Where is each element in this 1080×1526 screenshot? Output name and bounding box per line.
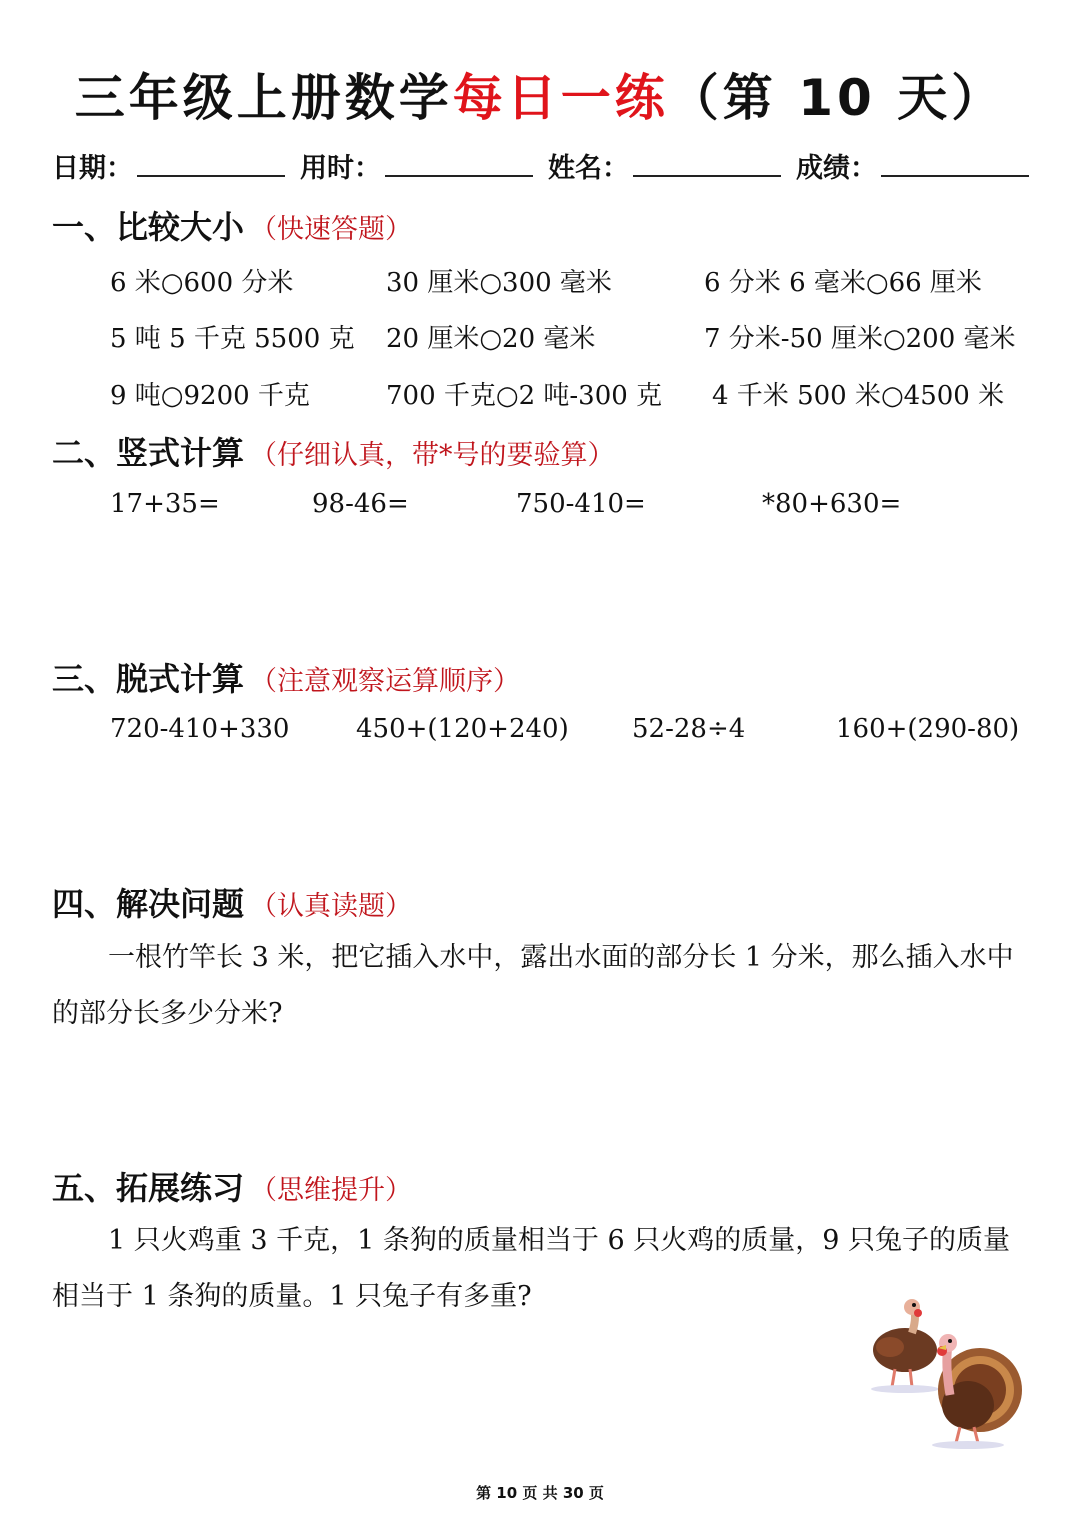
- section2-hint: （仔细认真，带*号的要验算）: [250, 440, 615, 471]
- compare-item: 5 吨 5 千克 5500 克: [110, 324, 355, 354]
- section3-hint: （注意观察运算顺序）: [250, 666, 521, 697]
- vertical-calc-item: *80+630=: [762, 489, 902, 519]
- section4-heading: [52, 879, 412, 925]
- compare-item: 700 千克○2 吨-300 克: [386, 381, 663, 411]
- name-blank[interactable]: [633, 151, 781, 177]
- compare-item: 6 米○600 分米: [110, 268, 294, 298]
- compare-item: 9 吨○9200 千克: [110, 381, 310, 411]
- score-blank[interactable]: [881, 151, 1029, 177]
- turkeys-icon: [850, 1295, 1040, 1455]
- compare-item: 20 厘米○20 毫米: [386, 324, 596, 354]
- page-title: [0, 58, 1080, 130]
- name-field[interactable]: [548, 146, 781, 185]
- vertical-calc-item: 750-410=: [516, 489, 646, 519]
- section4-title: 四、解决问题: [52, 885, 245, 923]
- compare-item: 6 分米 6 毫米○66 厘米: [704, 268, 982, 298]
- date-field[interactable]: [52, 146, 285, 185]
- time-field[interactable]: [300, 146, 533, 185]
- title-day: （第 10 天）: [668, 69, 1006, 127]
- section1-title: 一、比较大小: [52, 208, 245, 246]
- time-blank[interactable]: [385, 151, 533, 177]
- section2-title: 二、竖式计算: [52, 434, 245, 472]
- title-main: 三年级上册数学: [74, 69, 453, 127]
- page-footer: 第 10 页 共 30 页: [476, 1484, 604, 1502]
- stepwise-calc-item: 720-410+330: [110, 714, 290, 744]
- score-field[interactable]: [796, 146, 1029, 185]
- compare-item: 7 分米-50 厘米○200 毫米: [704, 324, 1016, 354]
- vertical-calc-item: 17+35=: [110, 489, 220, 519]
- title-highlight: 每日一练: [452, 69, 669, 127]
- section5-title: 五、拓展练习: [52, 1169, 245, 1207]
- stepwise-calc-item: 52-28÷4: [632, 714, 746, 744]
- stepwise-calc-item: 160+(290-80): [836, 714, 1020, 744]
- time-label: 用时：: [300, 153, 381, 184]
- compare-item: 30 厘米○300 毫米: [386, 268, 612, 298]
- section3-heading: [52, 654, 520, 700]
- stepwise-calc-item: 450+(120+240): [356, 714, 569, 744]
- section3-title: 三、脱式计算: [52, 660, 245, 698]
- section1-heading: [52, 202, 412, 248]
- problem-text: 一根竹竿长 3 米，把它插入水中，露出水面的部分长 1 分米，那么插入水中的部分长多少分米?: [52, 942, 1014, 1029]
- date-blank[interactable]: [137, 151, 285, 177]
- section2-heading: [52, 428, 615, 474]
- extension-problem-text: 1 只火鸡重 3 千克，1 条狗的质量相当于 6 只火鸡的质量，9 只兔子的质量相当于 1 条狗的质量。1 只兔子有多重?: [52, 1225, 1010, 1312]
- vertical-calc-item: 98-46=: [312, 489, 409, 519]
- section4-hint: （认真读题）: [250, 891, 413, 922]
- name-label: 姓名：: [548, 153, 629, 184]
- date-label: 日期：: [52, 153, 133, 184]
- compare-item: 4 千米 500 米○4500 米: [712, 381, 1005, 411]
- section5-hint: （思维提升）: [250, 1175, 413, 1206]
- score-label: 成绩：: [796, 153, 877, 184]
- section1-hint: （快速答题）: [250, 214, 413, 245]
- section5-heading: [52, 1163, 412, 1209]
